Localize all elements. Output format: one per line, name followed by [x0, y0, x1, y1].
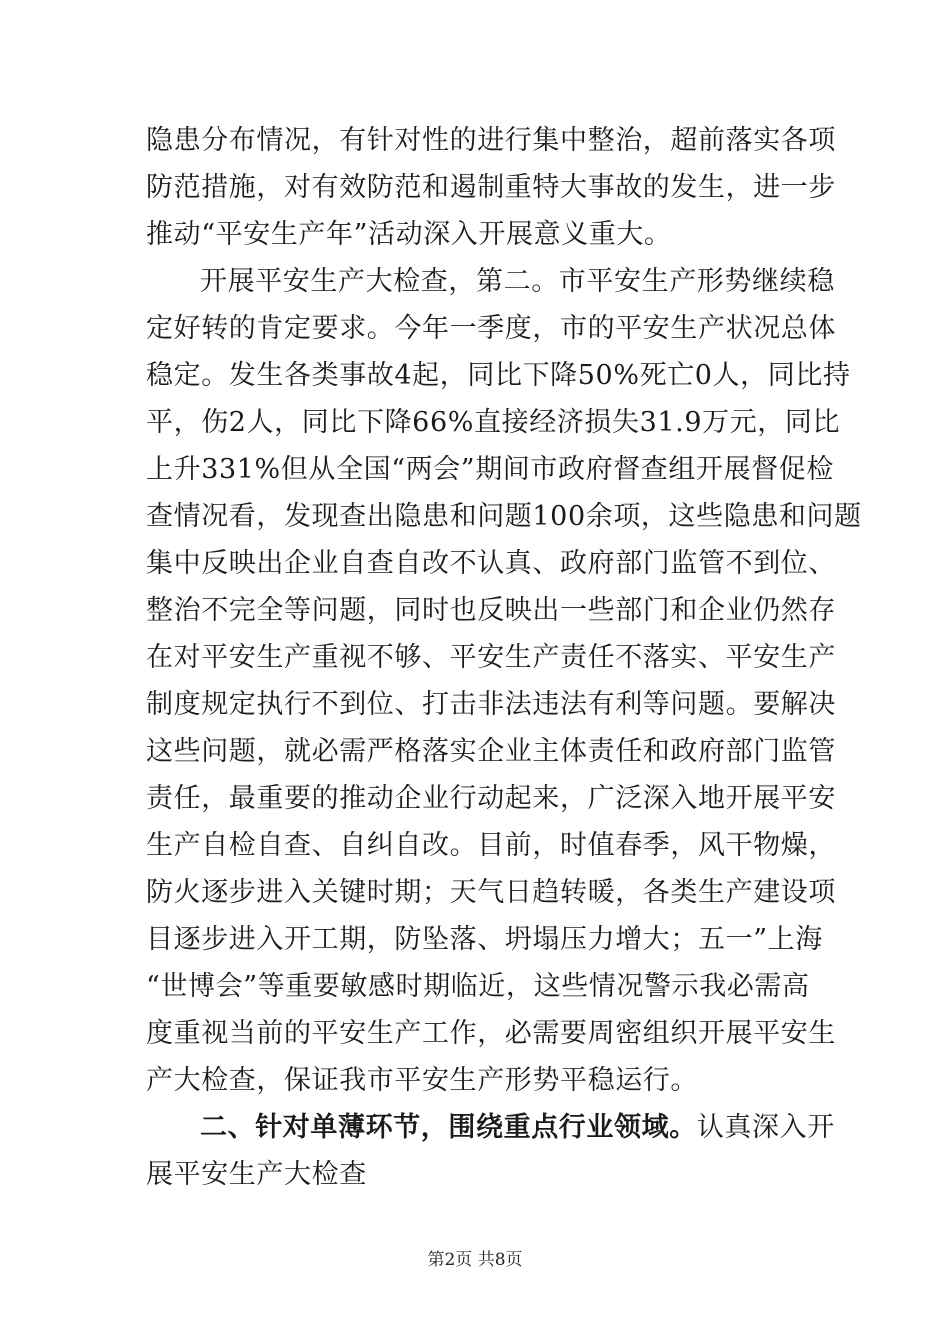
body-line: 生产自检自查、自纠自改。目前，时值春季，风干物燥， [146, 830, 836, 861]
body-line: 集中反映出企业自查自改不认真、政府部门监管不到位、 [146, 548, 836, 579]
body-line: 定好转的肯定要求。今年一季度，市的平安生产状况总体 [146, 313, 836, 344]
body-line: 防范措施，对有效防范和遏制重特大事故的发生，进一步 [146, 172, 836, 203]
body-line: 责任，最重要的推动企业行动起来，广泛深入地开展平安 [146, 783, 836, 814]
page-number-footer: 第2页 共8页 [427, 1250, 523, 1270]
section-heading-line [200, 1114, 835, 1141]
body-line: 这些问题，就必需严格落实企业主体责任和政府部门监管 [146, 736, 836, 767]
body-line: 度重视当前的平安生产工作，必需要周密组织开展平安生 [146, 1018, 836, 1049]
body-line: 隐患分布情况，有针对性的进行集中整治，超前落实各项 [146, 125, 836, 156]
body-line: 在对平安生产重视不够、平安生产责任不落实、平安生产 [146, 642, 836, 673]
body-line: 推动“平安生产年”活动深入开展意义重大。 [146, 219, 672, 250]
body-line: 制度规定执行不到位、打击非法违法有利等问题。要解决 [146, 689, 836, 720]
body-line: 整治不完全等问题，同时也反映出一些部门和企业仍然存 [146, 595, 836, 626]
body-line: 目逐步进入开工期，防坠落、坍塌压力增大；五一”上海 [146, 924, 823, 955]
body-line: “世博会”等重要敏感时期临近，这些情况警示我必需高 [146, 971, 810, 1002]
paragraph-start-line: 开展平安生产大检查，第二。市平安生产形势继续稳 [200, 266, 835, 297]
body-line: 稳定。发生各类事故4起，同比下降50%死亡0人，同比持 [146, 360, 851, 391]
body-line: 展平安生产大检查 [146, 1159, 367, 1190]
body-line: 上升331%但从全国“两会”期间市政府督查组开展督促检 [146, 454, 834, 485]
section-heading: 二、针对单薄环节，围绕重点行业领域。 [200, 1112, 697, 1143]
body-line: 防火逐步进入关键时期；天气日趋转暖，各类生产建设项 [146, 877, 836, 908]
section-heading-continuation: 认真深入开 [696, 1112, 835, 1143]
body-line: 查情况看，发现查出隐患和问题100余项，这些隐患和问题 [146, 501, 862, 532]
body-line: 产大检查，保证我市平安生产形势平稳运行。 [146, 1065, 698, 1096]
body-line: 平，伤2人，同比下降66%直接经济损失31.9万元，同比 [146, 407, 841, 438]
